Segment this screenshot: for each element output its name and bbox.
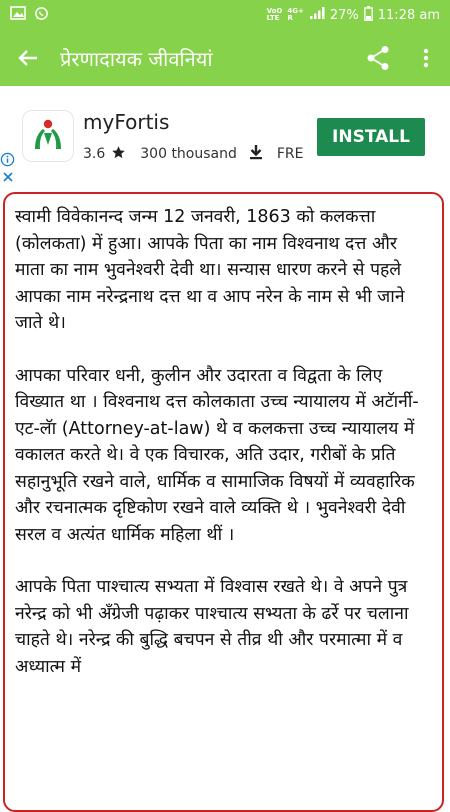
image-notification-icon — [10, 6, 26, 24]
ad-app-name[interactable]: myFortis — [83, 110, 170, 134]
article-paragraph-3: आपके पिता पाश्चात्य सभ्यता में विश्वास रखते थे। वे अपने पुत्र नरेन्द्र को भी अँग्रेजी पढ़ाकर पाश्चात्य सभ्यता के ढर्रे पर चलाना चाहते थे। नरेन्द्र की बुद्धि बचपन से तीव्र थी और परमात्मा में व अध्यात्म में — [15, 577, 409, 677]
share-icon — [366, 45, 390, 71]
ad-rating: 3.6 — [83, 146, 106, 162]
article-paragraph-1: स्वामी विवेकानन्द जन्म 12 जनवरी, 1863 को कलकत्ता (कोलकता) में हुआ। आपके पिता का नाम विश्वनाथ दत्त और माता का नाम भुवनेश्वरी देवी था। सन्यास धारण करने से पहले आपका नाम नरेन्द्रनाथ दत्त था व आप नरेन के नाम से भी जाने जाते थे। — [15, 207, 405, 333]
ad-banner[interactable] — [0, 86, 450, 186]
network-top: 4G+ — [287, 7, 304, 15]
article-text — [5, 194, 442, 680]
share-button[interactable] — [354, 30, 402, 86]
battery-percent: 27% — [329, 7, 359, 23]
signal-icon — [309, 6, 325, 24]
volte-indicator — [267, 8, 283, 22]
back-arrow-icon — [18, 49, 38, 67]
status-bar — [0, 0, 450, 30]
network-indicator — [287, 8, 303, 22]
ad-app-logo[interactable] — [22, 110, 74, 162]
app-bar — [0, 30, 450, 86]
more-vert-icon — [423, 48, 429, 68]
volte-bottom: LTE — [266, 14, 280, 22]
more-options-button[interactable] — [402, 30, 450, 86]
ad-app-meta — [83, 144, 304, 164]
battery-icon — [364, 6, 373, 25]
back-button[interactable] — [0, 30, 56, 86]
status-left — [10, 6, 49, 25]
clock: 11:28 am — [377, 7, 440, 23]
article-paragraph-2: आपका परिवार धनी, कुलीन और उदारता व विद्वता के लिए विख्यात था । विश्वनाथ दत्त कोलकाता उच्च न्यायालय में अटॅार्नी-एट-लॅा (Attorney-at-law) थे व कलकत्ता उच्च न्यायालय में वकालत करते थे। वे एक विचारक, अति उदार, गरीबों के प्रति सहानुभूति रखने वाले, धार्मिक व सामाजिक विषयों में व्यवहारिक और रचनात्मक दृष्टिकोण रखने वाले व्यक्ति थे । भुवनेश्वरी देवी सरल व अत्यंत धार्मिक महिला थीं । — [15, 365, 419, 545]
status-right — [267, 6, 440, 25]
star-icon — [111, 145, 126, 164]
content-card[interactable] — [3, 192, 444, 812]
download-icon — [249, 144, 263, 164]
whatsapp-icon — [34, 6, 49, 25]
ad-close-icon[interactable] — [2, 168, 14, 187]
page-title: प्रेरणादायक जीवनियां — [60, 46, 213, 71]
install-button[interactable]: INSTALL — [317, 118, 425, 156]
ad-downloads: 300 thousand — [140, 146, 237, 162]
ad-price: FRE — [276, 146, 304, 162]
volte-top: VoO — [266, 7, 283, 15]
network-bottom: R — [287, 14, 293, 22]
